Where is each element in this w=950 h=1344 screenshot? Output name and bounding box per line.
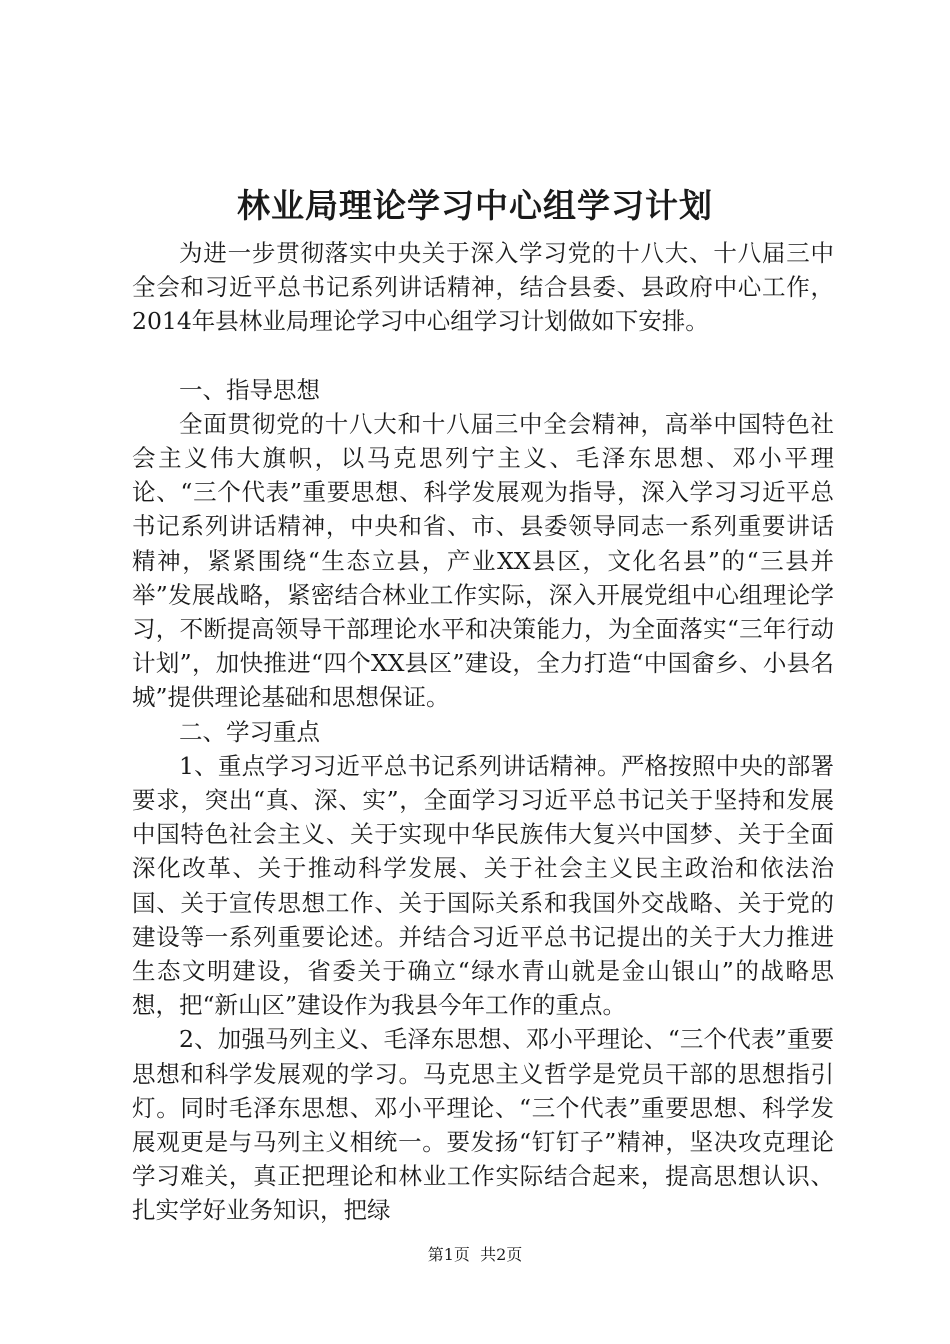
page-total: 共2页	[480, 1245, 523, 1264]
document-body	[132, 236, 834, 1228]
study-focus-item-2: 2、加强马列主义、毛泽东思想、邓小平理论、“三个代表”重要思想和科学发展观的学习。马克思主义哲学是党员干部的思想指引灯。同时毛泽东思想、邓小平理论、“三个代表”重要思想、科学发展观更是与马列主义相统一。要发扬“钉钉子”精神，坚决攻克理论学习难关，真正把理论和林业工作实际结合起来，提高思想认识、扎实学好业务知识，把绿	[132, 1025, 834, 1225]
guiding-thought-paragraph: 全面贯彻党的十八大和十八届三中全会精神，高举中国特色社会主义伟大旗帜，以马克思列宁主义、毛泽东思想、邓小平理论、“三个代表”重要思想、科学发展观为指导，深入学习习近平总书记系列讲话精神，中央和省、市、县委领导同志一系列重要讲话精神，紧紧围绕“生态立县，产业XX县区，文化名县”的“三县并举”发展战略，紧密结合林业工作实际，深入开展党组中心组理论学习，不断提高领导干部理论水平和决策能力，为全面落实“三年行动计划”，加快推进“四个XX县区”建设，全力打造“中国畲乡、小县名城”提供理论基础和思想保证。	[132, 409, 834, 712]
document-title: 林业局理论学习中心组学习计划	[237, 186, 713, 225]
intro-paragraph: 为进一步贯彻落实中央关于深入学习党的十八大、十八届三中全会和习近平总书记系列讲话精神，结合县委、县政府中心工作，2014年县林业局理论学习中心组学习计划做如下安排。	[132, 239, 834, 336]
page-number: 第1页	[427, 1245, 470, 1264]
section-heading-study-focus: 二、学习重点	[179, 717, 320, 746]
study-focus-item-1: 1、重点学习习近平总书记系列讲话精神。严格按照中央的部署要求，突出“真、深、实”，全面学习习近平总书记关于坚持和发展中国特色社会主义、关于实现中华民族伟大复兴中国梦、关于全面深化改革、关于推动科学发展、关于社会主义民主政治和依法治国、关于宣传思想工作、关于国际关系和我国外交战略、关于党的建设等一系列重要论述。并结合习近平总书记提出的关于大力推进生态文明建设，省委关于确立“绿水青山就是金山银山”的战略思想，把“新山区”建设作为我县今年工作的重点。	[132, 751, 834, 1020]
section-heading-guiding-thought: 一、指导思想	[179, 375, 320, 404]
page-footer	[0, 1244, 950, 1266]
